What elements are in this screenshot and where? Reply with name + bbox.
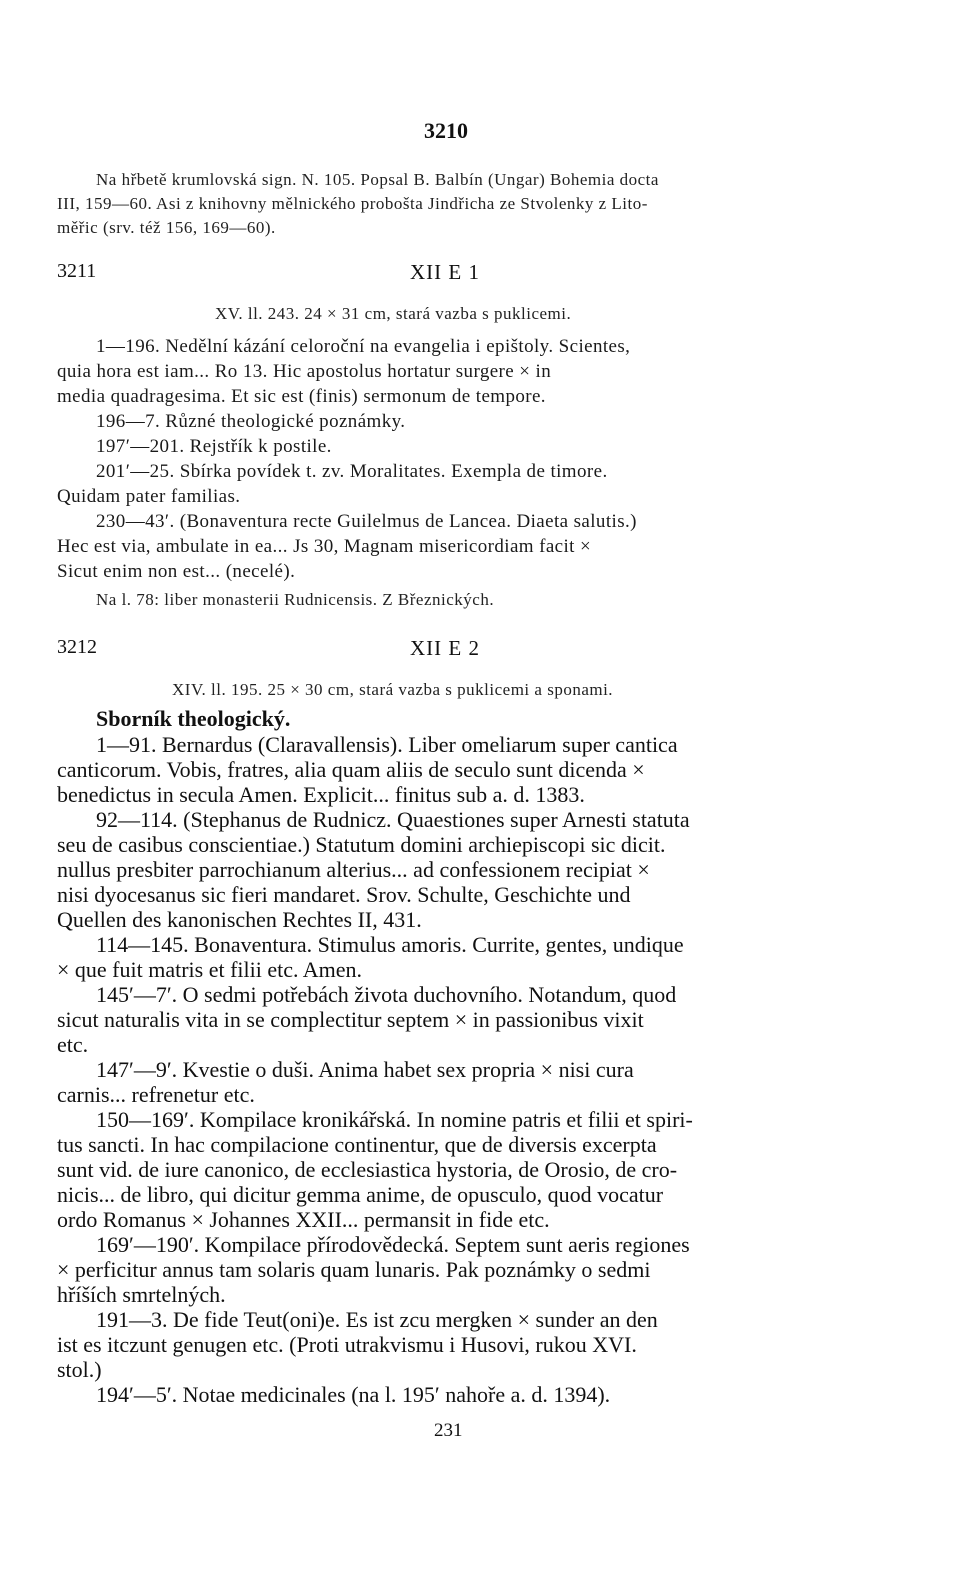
entry-line: ist es itczunt genugen etc. (Proti utrakvismu i Husovi, rukou XVI. — [57, 1332, 637, 1357]
entry-line: quia hora est iam... Ro 13. Hic apostolus hortatur surgere × in — [57, 361, 552, 382]
entry-line: sunt vid. de iure canonico, de ecclesiastica hystoria, de Orosio, de cro- — [57, 1157, 678, 1182]
entry-line: × que fuit matris et filii etc. Amen. — [57, 957, 363, 982]
entry-line: 1—91. Bernardus (Claravallensis). Liber omeliarum super cantica — [96, 732, 678, 757]
shelfmark: XII E 2 — [410, 636, 480, 660]
entry-line: seu de casibus conscientiae.) Statutum domini archiepiscopi sic dicit. — [57, 832, 666, 857]
entry-line: sicut naturalis vita in se complectitur septem × in passionibus vixit — [57, 1007, 644, 1032]
entry-line: 114—145. Bonaventura. Stimulus amoris. Currite, gentes, undique — [96, 932, 684, 957]
page-header: 3210 — [424, 118, 468, 143]
entry-line: nicis... de libro, qui dicitur gemma anime, de opusculo, quod vocatur — [57, 1182, 664, 1207]
collection-title: Sborník theologický. — [96, 706, 291, 731]
entry-line: Sicut enim non est... (necelé). — [57, 561, 296, 582]
entry-line: carnis... refrenetur etc. — [57, 1082, 255, 1107]
entry-line: tus sancti. In hac compilacione continentur, que de diversis excerpta — [57, 1132, 657, 1157]
entry-line: Quidam pater familias. — [57, 486, 241, 507]
entry-line: 169′—190′. Kompilace přírodovědecká. Septem sunt aeris regiones — [96, 1232, 690, 1257]
entry-number: 3212 — [57, 636, 97, 658]
entry-line: 230—43′. (Bonaventura recte Guilelmus de Lancea. Diaeta salutis.) — [96, 511, 637, 532]
intro-line: III, 159—60. Asi z knihovny mělnického probošta Jindřicha ze Stvolenky z Lito- — [57, 194, 648, 213]
entry-line: 147′—9′. Kvestie o duši. Anima habet sex propria × nisi cura — [96, 1057, 634, 1082]
entry-line: stol.) — [57, 1357, 102, 1382]
entry-line: Quellen des kanonischen Rechtes II, 431. — [57, 907, 422, 932]
entry-line: benedictus in secula Amen. Explicit... finitus sub a. d. 1383. — [57, 782, 585, 807]
entry-line: etc. — [57, 1032, 89, 1057]
entry-line: 92—114. (Stephanus de Rudnicz. Quaestiones super Arnesti statuta — [96, 807, 690, 832]
entry-description: XIV. ll. 195. 25 × 30 cm, stará vazba s puklicemi a sponami. — [172, 680, 614, 699]
entry-line: media quadragesima. Et sic est (finis) sermonum de tempore. — [57, 386, 546, 407]
entry-line: 1—196. Nedělní kázání celoroční na evangelia i epištoly. Scientes, — [96, 336, 631, 357]
entry-number: 3211 — [57, 260, 97, 282]
entry-line: nisi dyocesanus sic fieri mandaret. Srov. Schulte, Geschichte und — [57, 882, 631, 907]
entry-line: × perficitur annus tam solaris quam lunaris. Pak poznámky o sedmi — [57, 1257, 651, 1282]
page-number: 231 — [434, 1420, 463, 1441]
entry-line: hříších smrtelných. — [57, 1282, 226, 1307]
entry-line: Hec est via, ambulate in ea... Js 30, Magnam misericordiam facit × — [57, 536, 592, 557]
entry-line: nullus presbiter parrochianum alterius... ad confessionem recipiat × — [57, 857, 650, 882]
entry-line: 150—169′. Kompilace kronikářská. In nomine patris et filii et spiri- — [96, 1107, 693, 1132]
shelfmark: XII E 1 — [410, 260, 480, 284]
entry-line: 196—7. Různé theologické poznámky. — [96, 411, 406, 432]
entry-line: 145′—7′. O sedmi potřebách života duchovního. Notandum, quod — [96, 982, 677, 1007]
entry-note: Na l. 78: liber monasterii Rudnicensis. Z Březnických. — [96, 590, 495, 609]
entry-line: 191—3. De fide Teut(oni)e. Es ist zcu mergken × sunder an den — [96, 1307, 658, 1332]
entry-line: 194′—5′. Notae medicinales (na l. 195′ nahoře a. d. 1394). — [96, 1382, 611, 1407]
entry-line: 197′—201. Rejstřík k postile. — [96, 436, 332, 457]
intro-line: měřic (srv. též 156, 169—60). — [57, 218, 276, 237]
entry-description: XV. ll. 243. 24 × 31 cm, stará vazba s puklicemi. — [215, 304, 572, 323]
intro-line: Na hřbetě krumlovská sign. N. 105. Popsal B. Balbín (Ungar) Bohemia docta — [96, 170, 659, 189]
entry-line: ordo Romanus × Johannes XXII... permansit in fide etc. — [57, 1207, 550, 1232]
entry-line: 201′—25. Sbírka povídek t. zv. Moralitates. Exempla de timore. — [96, 461, 608, 482]
entry-line: canticorum. Vobis, fratres, alia quam aliis de seculo sunt dicenda × — [57, 757, 645, 782]
